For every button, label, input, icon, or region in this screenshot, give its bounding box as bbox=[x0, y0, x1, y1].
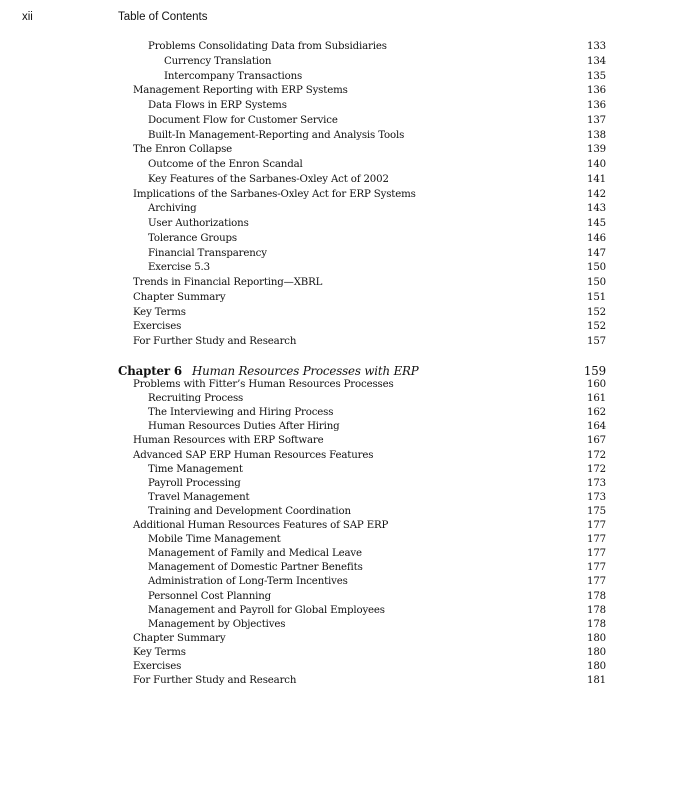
toc-entry-page: 133 bbox=[587, 41, 606, 52]
toc-entry-page: 181 bbox=[587, 675, 606, 687]
toc-entry-title: Financial Transparency bbox=[148, 247, 267, 259]
toc-entry-page: 147 bbox=[587, 247, 606, 259]
toc-entry-page: 178 bbox=[587, 590, 606, 602]
toc-entry-title: Trends in Financial Reporting—XBRL bbox=[133, 277, 323, 288]
toc-entry[interactable] bbox=[118, 561, 606, 575]
toc-entry-page: 180 bbox=[587, 646, 606, 658]
toc-entry[interactable] bbox=[118, 320, 606, 335]
toc-entry-page: 160 bbox=[587, 379, 606, 391]
toc-entry[interactable] bbox=[118, 463, 606, 477]
toc-entry-title: Implications of the Sarbanes-Oxley Act for ERP Systems bbox=[133, 188, 416, 200]
toc-entry-page: 161 bbox=[587, 393, 606, 405]
chapter-heading[interactable] bbox=[118, 364, 606, 378]
toc-entry-title: Management by Objectives bbox=[148, 618, 286, 630]
toc-entry-title: Built-In Management-Reporting and Analysis Tools bbox=[148, 129, 405, 141]
toc-entry[interactable] bbox=[118, 99, 606, 114]
toc-entry[interactable] bbox=[118, 505, 606, 519]
toc-entry-title: For Further Study and Research bbox=[133, 675, 297, 687]
toc-entry-title: Key Terms bbox=[133, 646, 186, 658]
toc-entry-title: Administration of Long-Term Incentives bbox=[148, 576, 348, 588]
toc-entry-title: Advanced SAP ERP Human Resources Features bbox=[133, 449, 374, 461]
toc-entry-title: User Authorizations bbox=[148, 218, 249, 229]
toc-entry[interactable] bbox=[118, 55, 606, 70]
toc-entry-page: 177 bbox=[587, 520, 606, 532]
toc-entry[interactable] bbox=[118, 217, 606, 232]
toc-entry[interactable] bbox=[118, 129, 606, 144]
toc-entry[interactable] bbox=[118, 247, 606, 262]
toc-entry[interactable] bbox=[118, 276, 606, 291]
toc-entry-title: Data Flows in ERP Systems bbox=[148, 100, 287, 111]
toc-entry-page: 146 bbox=[587, 232, 606, 244]
toc-entry-title: Chapter Summary bbox=[133, 632, 226, 644]
toc-entry-page: 134 bbox=[587, 55, 606, 67]
toc-entry-title: Exercises bbox=[133, 321, 182, 333]
toc-entry[interactable] bbox=[118, 291, 606, 306]
toc-entry[interactable] bbox=[118, 378, 606, 392]
toc-entry-page: 173 bbox=[587, 491, 606, 503]
toc-entry-title: Human Resources with ERP Software bbox=[133, 435, 324, 447]
toc-entry-title: Problems Consolidating Data from Subsidiaries bbox=[148, 41, 387, 52]
toc-entry[interactable] bbox=[118, 618, 606, 632]
toc-entry-page: 150 bbox=[587, 277, 606, 288]
toc-entry[interactable] bbox=[118, 335, 606, 350]
toc-entry[interactable] bbox=[118, 660, 606, 674]
toc-entry[interactable] bbox=[118, 604, 606, 618]
toc-entry[interactable] bbox=[118, 547, 606, 561]
toc-entry-title: Document Flow for Customer Service bbox=[148, 114, 338, 126]
toc-entry-title: Management of Family and Medical Leave bbox=[148, 548, 362, 560]
toc-entry[interactable] bbox=[118, 143, 606, 158]
toc-entry-page: 136 bbox=[587, 85, 606, 97]
toc-entry-page: 180 bbox=[587, 660, 606, 672]
toc-entry-page: 175 bbox=[587, 505, 606, 517]
toc-entry-title: Exercise 5.3 bbox=[148, 262, 210, 274]
toc-entry[interactable] bbox=[118, 590, 606, 604]
toc-entry-title: Payroll Processing bbox=[148, 477, 241, 489]
toc-entry-page: 142 bbox=[587, 188, 606, 200]
toc-entry[interactable] bbox=[118, 449, 606, 463]
toc-entry-page: 177 bbox=[587, 548, 606, 560]
toc-entry-page: 135 bbox=[587, 70, 606, 82]
toc-entry[interactable] bbox=[118, 646, 606, 660]
toc-entry-title: Chapter Summary bbox=[133, 291, 226, 303]
toc-entry-page: 137 bbox=[587, 114, 606, 126]
toc-entry-page: 139 bbox=[587, 144, 606, 156]
chapter-page: 159 bbox=[583, 364, 606, 378]
toc-entry-title: Key Features of the Sarbanes-Oxley Act of 2002 bbox=[148, 173, 389, 185]
toc-entry-page: 140 bbox=[587, 159, 606, 170]
chapter-label: Chapter 6 bbox=[118, 364, 182, 378]
toc-entry-title: The Interviewing and Hiring Process bbox=[148, 407, 334, 419]
toc-entry-page: 173 bbox=[587, 477, 606, 489]
toc-entry-title: Management of Domestic Partner Benefits bbox=[148, 562, 363, 574]
toc-entry[interactable] bbox=[118, 202, 606, 217]
toc-entry[interactable] bbox=[118, 40, 606, 55]
toc-entry-page: 178 bbox=[587, 618, 606, 630]
toc-entry[interactable] bbox=[118, 392, 606, 406]
toc-entry[interactable] bbox=[118, 519, 606, 533]
toc-entry-title: Management Reporting with ERP Systems bbox=[133, 85, 348, 97]
toc-entry-page: 143 bbox=[587, 203, 606, 215]
toc-entry-page: 141 bbox=[587, 173, 606, 185]
toc-entry[interactable] bbox=[118, 306, 606, 321]
toc-entry-page: 164 bbox=[587, 421, 606, 433]
toc-entry-title: Time Management bbox=[148, 463, 243, 475]
toc-entry-title: Personnel Cost Planning bbox=[148, 590, 271, 602]
running-title: Table of Contents bbox=[118, 11, 208, 23]
toc-entry-page: 178 bbox=[587, 604, 606, 616]
toc-entry-page: 172 bbox=[587, 449, 606, 461]
toc-entry-page: 150 bbox=[587, 262, 606, 274]
toc-entry[interactable] bbox=[118, 70, 606, 85]
toc-entry-title: Problems with Fitter’s Human Resources Processes bbox=[133, 379, 394, 391]
toc-entry-page: 152 bbox=[587, 321, 606, 333]
toc-entry-title: Tolerance Groups bbox=[148, 232, 237, 244]
toc-section-chapter6 bbox=[118, 364, 606, 688]
toc-entry[interactable] bbox=[118, 232, 606, 247]
toc-entry-page: 167 bbox=[587, 435, 606, 447]
toc-entry-page: 177 bbox=[587, 534, 606, 546]
toc-entry[interactable] bbox=[118, 674, 606, 688]
toc-entry[interactable] bbox=[118, 420, 606, 434]
toc-entry-title: Mobile Time Management bbox=[148, 534, 281, 546]
toc-entry-title: Management and Payroll for Global Employees bbox=[148, 604, 385, 616]
toc-entry-title: For Further Study and Research bbox=[133, 336, 297, 347]
toc-entry-title: Intercompany Transactions bbox=[164, 70, 303, 82]
toc-entry-page: 145 bbox=[587, 218, 606, 229]
toc-entry-page: 152 bbox=[587, 306, 606, 318]
toc-entry-title: Archiving bbox=[148, 203, 197, 215]
toc-entry-title: Key Terms bbox=[133, 306, 186, 318]
toc-entry-title: Outcome of the Enron Scandal bbox=[148, 159, 303, 170]
toc-entry-page: 138 bbox=[587, 129, 606, 141]
toc-entry-page: 151 bbox=[587, 291, 606, 303]
toc-entry-title: The Enron Collapse bbox=[133, 144, 233, 156]
toc-entry-title: Additional Human Resources Features of SAP ERP bbox=[133, 520, 389, 532]
toc-entry[interactable] bbox=[118, 188, 606, 203]
toc-entry-title: Currency Translation bbox=[164, 55, 272, 67]
toc-entry-page: 180 bbox=[587, 632, 606, 644]
toc-entry-page: 157 bbox=[587, 336, 606, 347]
toc-entry[interactable] bbox=[118, 575, 606, 589]
toc-entry-page: 177 bbox=[587, 576, 606, 588]
toc-section-chapter5 bbox=[118, 40, 606, 350]
toc-entry[interactable] bbox=[118, 173, 606, 188]
toc-entry[interactable] bbox=[118, 533, 606, 547]
toc-entry-page: 162 bbox=[587, 407, 606, 419]
toc-entry[interactable] bbox=[118, 406, 606, 420]
toc-entry[interactable] bbox=[118, 632, 606, 646]
toc-entry-title: Training and Development Coordination bbox=[148, 505, 351, 517]
toc-entry[interactable] bbox=[118, 261, 606, 276]
toc-entry[interactable] bbox=[118, 491, 606, 505]
toc-entry[interactable] bbox=[118, 158, 606, 173]
toc-entry-page: 172 bbox=[587, 463, 606, 475]
toc-entry-title: Travel Management bbox=[148, 491, 250, 503]
toc-entry-title: Exercises bbox=[133, 660, 182, 672]
toc-entry[interactable] bbox=[118, 84, 606, 99]
toc-entry[interactable] bbox=[118, 477, 606, 491]
toc-entry[interactable] bbox=[118, 114, 606, 129]
toc-entry-page: 177 bbox=[587, 562, 606, 574]
toc-entry-title: Human Resources Duties After Hiring bbox=[148, 421, 340, 433]
toc-entry-page: 136 bbox=[587, 100, 606, 111]
page-number: xii bbox=[22, 11, 33, 23]
chapter-title: Human Resources Processes with ERP bbox=[192, 364, 419, 378]
toc-entry[interactable] bbox=[118, 434, 606, 448]
toc-entry-title: Recruiting Process bbox=[148, 393, 244, 405]
